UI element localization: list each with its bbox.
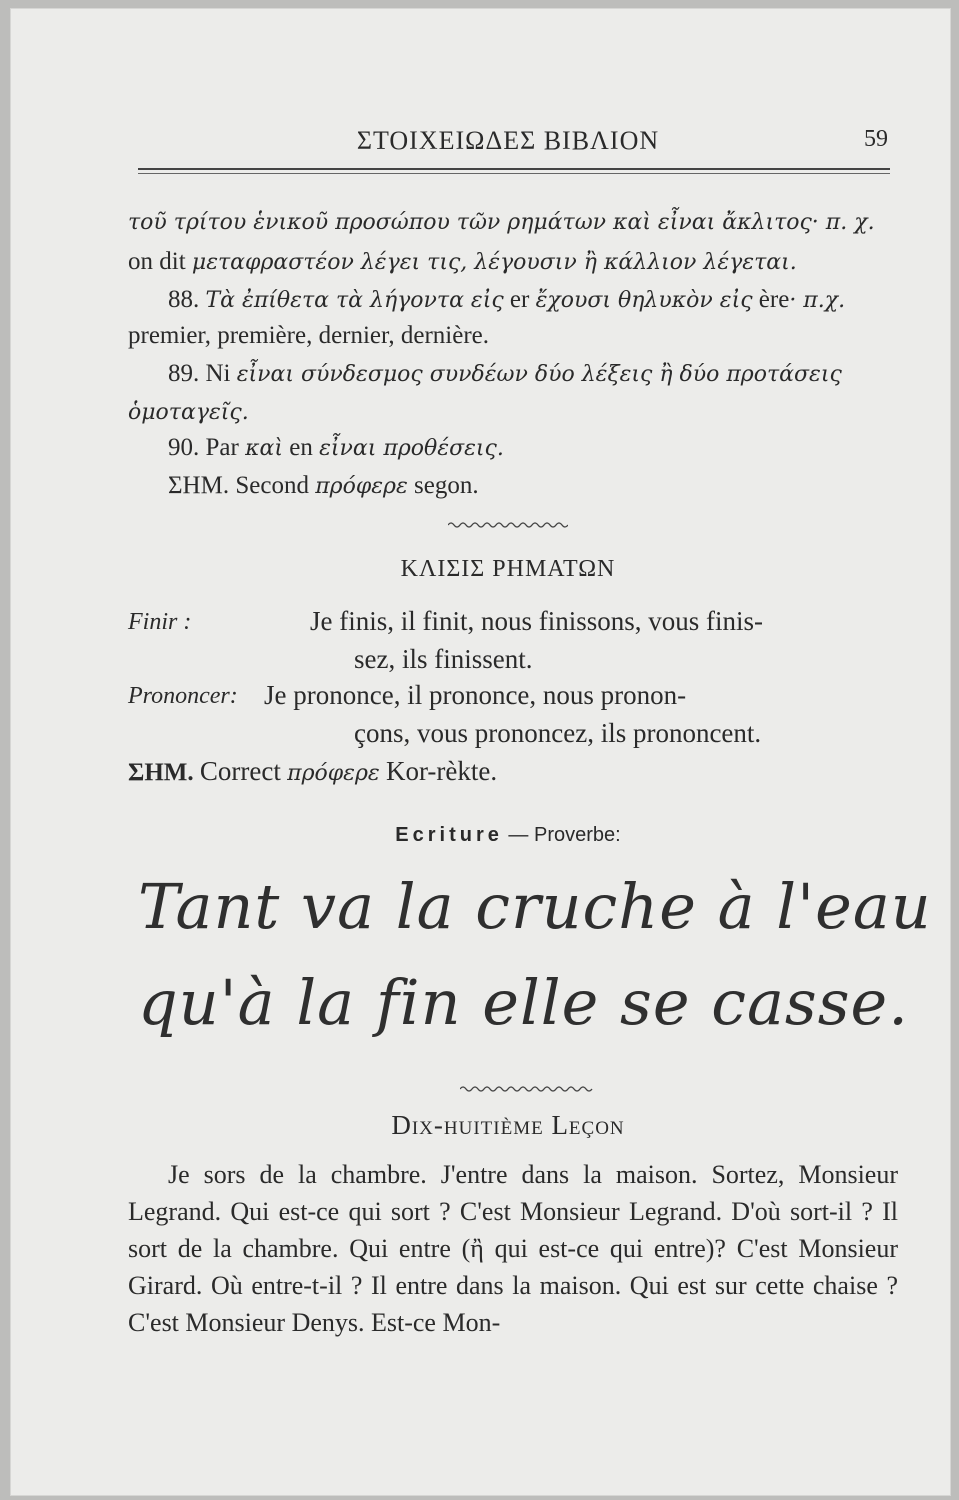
wavy-divider — [448, 520, 568, 530]
text-line — [168, 472, 479, 500]
item-number: 90. — [168, 434, 200, 461]
finir-label — [128, 608, 191, 636]
greek-text: εἶναι σύνδεσμος συνδέων δύο λέξεις ἢ δύο προτάσεις — [236, 362, 842, 387]
greek-text: πρόφερε — [287, 761, 380, 786]
text-line — [128, 208, 875, 236]
wavy-divider — [460, 1084, 596, 1094]
header-title: ΣΤΟΙΧΕΙΩΔΕΣ ΒΙΒΛΙΟΝ — [356, 126, 660, 155]
ecriture-label: Ecriture — [395, 824, 503, 846]
lesson-text: Je sors de la chambre. J'entre dans la maison. Sortez, Monsieur Legrand. Qui est-ce qui sort ? C'est Monsieur Legrand. D'où sort-il ? Il sort de la chambre. Qui entre (ἢ qui est-ce qui entre)? C'est Monsieur Girard. Où entre-t-il ? Il entre dans la maison. Qui est sur cette chaise ? C'est Monsieur Denys. Est-ce Mon- — [128, 1160, 898, 1337]
french-text: Second — [235, 472, 309, 499]
french-text: en — [289, 434, 313, 461]
item-number: 89. — [168, 360, 200, 387]
prononcer-line-1: Je prononce, il prononce, nous pronon- — [264, 680, 687, 710]
french-text: segon. — [414, 472, 479, 499]
text-line — [128, 398, 249, 426]
handwritten-proverb-line-2: qu'à la fin elle se casse. — [138, 966, 909, 1039]
greek-text: καὶ — [245, 436, 283, 461]
text-line — [128, 248, 797, 276]
text-line — [168, 434, 504, 462]
french-text: Kor-rèkte. — [385, 756, 498, 786]
verb-label: Prononcer: — [128, 683, 238, 709]
french-text: premier, première, dernier, dernière. — [128, 322, 489, 349]
lesson-title: Dix-huitième Leçon — [391, 1110, 625, 1140]
finir-line-2: sez, ils finissent. — [354, 644, 533, 674]
page-number: 59 — [864, 126, 888, 152]
note-label: ΣΗΜ. — [168, 472, 230, 499]
prononcer-line-2: çons, vous prononcez, ils prononcent. — [354, 718, 762, 748]
proverbe-label: Proverbe: — [534, 824, 621, 846]
note-label: ΣΗΜ. — [128, 759, 194, 786]
finir-line-1: Je finis, il finit, nous finissons, vous finis- — [310, 606, 764, 636]
greek-text: ἔχουσι θηλυκὸν εἰς — [535, 288, 753, 313]
greek-text: · π.χ. — [789, 288, 846, 313]
header-rule-thin — [138, 173, 890, 174]
french-text: Par — [205, 434, 239, 461]
french-text: Ni — [205, 360, 231, 387]
french-text: on dit — [128, 248, 186, 275]
greek-text: μεταφραστέον λέγει τις, λέγουσιν ἢ κάλλιον λέγεται. — [191, 250, 797, 275]
conjugation-heading: ΚΛΙΣΙΣ ΡΗΜΑΤΩΝ — [400, 556, 616, 582]
greek-text: πρόφερε — [315, 474, 408, 499]
note-line — [128, 756, 497, 787]
greek-text: τοῦ τρίτου ἑνικοῦ προσώπου τῶν ρημάτων καὶ εἶναι ἄκλιτος· π. χ. — [128, 210, 875, 235]
prononcer-label — [128, 682, 238, 710]
book-page — [10, 8, 951, 1496]
verb-label: Finir : — [128, 609, 192, 635]
handwritten-proverb-line-1: Tant va la cruche à l'eau — [138, 870, 932, 943]
french-text: Correct — [199, 756, 281, 786]
french-text: er — [509, 286, 530, 313]
text-line — [168, 286, 845, 314]
greek-text: εἶναι προθέσεις. — [319, 436, 504, 461]
dash: — — [502, 824, 534, 846]
running-header — [128, 126, 888, 166]
greek-text: Τὰ ἐπίθετα τὰ λήγοντα εἰς — [205, 288, 504, 313]
greek-text: ὁμοταγεῖς. — [128, 400, 249, 425]
item-number: 88. — [168, 286, 200, 313]
text-line — [168, 360, 842, 388]
ecriture-heading — [128, 824, 888, 847]
text-line — [128, 322, 489, 350]
header-rule — [138, 168, 890, 170]
french-text: ère — [758, 286, 790, 313]
